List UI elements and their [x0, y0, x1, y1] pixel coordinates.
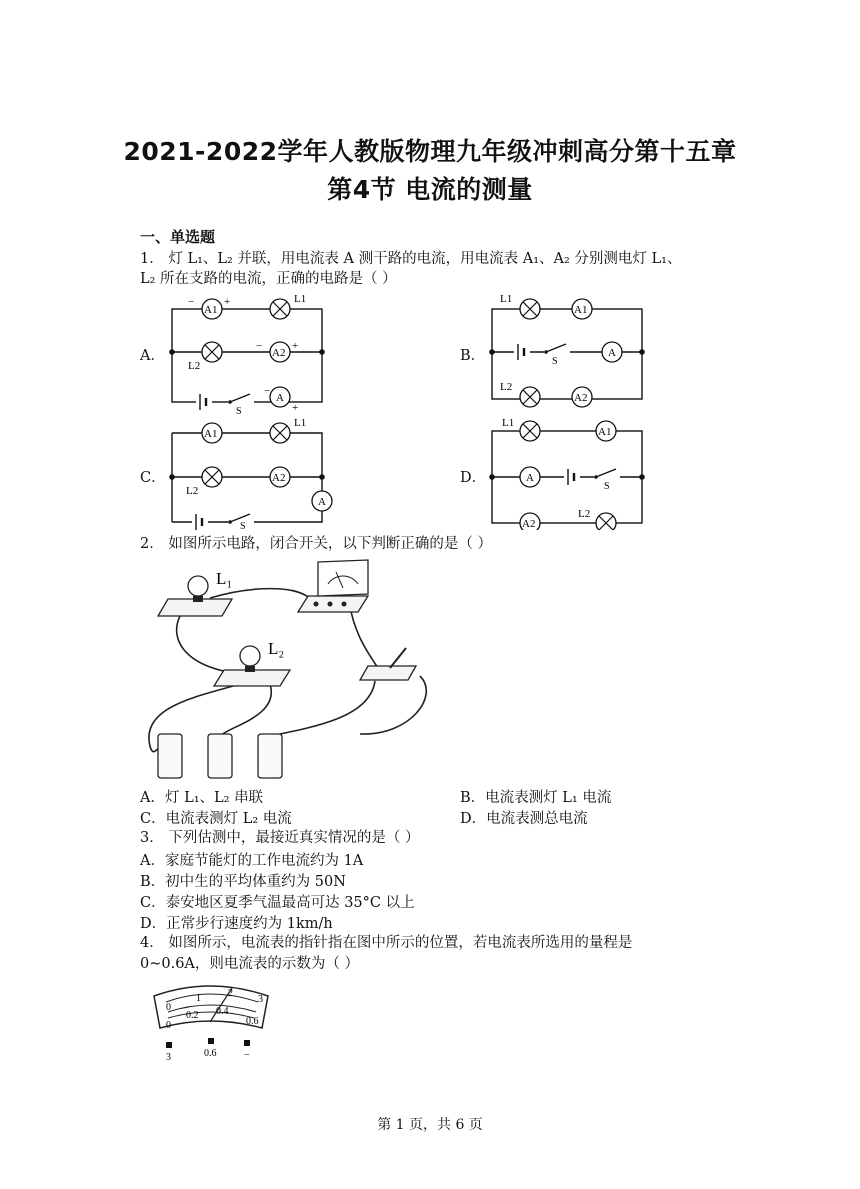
lamp-l2-label: L2: [186, 485, 199, 497]
q1-option-b-label: B．: [460, 348, 486, 364]
lamp-l2-label: L2: [578, 508, 591, 520]
q2-option-b: B．电流表测灯 L₁ 电流: [460, 790, 612, 806]
dial-top-tick-0: 0: [166, 1002, 171, 1013]
terminal-06-label: 0.6: [204, 1048, 217, 1059]
section-heading: 一、单选题: [140, 228, 216, 246]
dial-bottom-tick-3: 0.6: [246, 1016, 259, 1027]
q2-option-c: C．电流表测灯 L₂ 电流: [140, 811, 292, 827]
document-title-line1: 2021-2022学年人教版物理九年级冲刺高分第十五章: [123, 137, 737, 166]
dial-top-tick-2: 2: [228, 988, 233, 999]
lamp-l2-label: L2: [188, 360, 201, 372]
q3-option-c: C．泰安地区夏季气温最高可达 35°C 以上: [140, 895, 415, 911]
lamp-l1-label: L1: [294, 293, 307, 305]
svg-text:−: −: [188, 296, 195, 308]
lamp-l1-label: L1: [500, 293, 513, 305]
ammeter-a-label: A: [318, 496, 326, 508]
lamp-l1-label: L1: [294, 417, 307, 429]
ammeter-a2-label: A2: [522, 518, 536, 530]
question-1-line1: 1． 灯 L₁、L₂ 并联，用电流表 A 测干路的电流，用电流表 A₁、A₂ 分别测电灯 L₁、: [140, 251, 682, 267]
q1-circuit-b: [478, 290, 658, 415]
question-3-line1: 3． 下列估测中，最接近真实情况的是（ ）: [140, 830, 420, 846]
q1-option-c-label: C．: [140, 470, 166, 486]
svg-text:−: −: [264, 385, 271, 397]
switch-label: S: [604, 481, 610, 492]
page-footer: 第 1 页，共 6 页: [377, 1117, 483, 1133]
q4-ammeter-dial: [140, 978, 280, 1066]
document-title-line2: 第4节 电流的测量: [327, 175, 533, 204]
q3-option-b: B．初中生的平均体重约为 50N: [140, 874, 346, 890]
q2-option-d: D．电流表测总电流: [460, 811, 588, 827]
q1-circuit-d: [478, 415, 658, 530]
q1-option-d-label: D．: [460, 470, 487, 486]
svg-text:−: −: [256, 340, 263, 352]
switch-label: S: [552, 356, 558, 367]
q1-circuit-c: [160, 415, 350, 530]
ammeter-a1-label: A1: [598, 426, 612, 438]
terminal-negative-label: −: [244, 1050, 250, 1061]
question-4-line2: 0~0.6A，则电流表的示数为（ ）: [140, 956, 360, 972]
question-2-line1: 2． 如图所示电路，闭合开关，以下判断正确的是（ ）: [140, 536, 492, 552]
q2-physical-circuit: [140, 556, 440, 786]
terminal-3-label: 3: [166, 1052, 171, 1063]
q3-option-a: A．家庭节能灯的工作电流约为 1A: [140, 853, 364, 869]
dial-bottom-tick-2: 0.4: [216, 1006, 229, 1017]
ammeter-a1-label: A1: [204, 304, 218, 316]
dial-top-tick-1: 1: [196, 993, 201, 1004]
ammeter-a2-label: A2: [272, 472, 286, 484]
q1-option-a-label: A．: [140, 348, 165, 364]
q3-option-d: D．正常步行速度约为 1km/h: [140, 916, 333, 932]
ammeter-a2-label: A2: [272, 347, 286, 359]
svg-text:+: +: [224, 296, 231, 308]
switch-label: S: [240, 521, 246, 530]
switch-label: S: [236, 406, 242, 415]
ammeter-a1-label: A1: [204, 428, 218, 440]
q2-l1-label: L₁: [216, 569, 233, 588]
ammeter-a-label: A: [608, 347, 616, 359]
question-1-line2: L₂ 所在支路的电流，正确的电路是（ ）: [140, 271, 397, 287]
ammeter-a2-label: A2: [574, 392, 588, 404]
ammeter-a-label: A: [276, 392, 284, 404]
lamp-l1-label: L1: [502, 417, 515, 429]
lamp-l2-label: L2: [500, 381, 513, 393]
q1-circuit-a: [160, 290, 340, 415]
question-4-line1: 4． 如图所示，电流表的指针指在图中所示的位置，若电流表所选用的量程是: [140, 935, 633, 951]
dial-top-tick-3: 3: [258, 994, 263, 1005]
q2-l2-label: L₂: [268, 639, 285, 658]
q2-option-a: A．灯 L₁、L₂ 串联: [140, 790, 264, 806]
dial-bottom-tick-0: 0: [166, 1020, 171, 1031]
ammeter-a-label: A: [526, 472, 534, 484]
svg-text:+: +: [292, 340, 299, 352]
ammeter-a1-label: A1: [574, 304, 588, 316]
svg-text:+: +: [292, 402, 299, 414]
dial-bottom-tick-1: 0.2: [186, 1010, 199, 1021]
